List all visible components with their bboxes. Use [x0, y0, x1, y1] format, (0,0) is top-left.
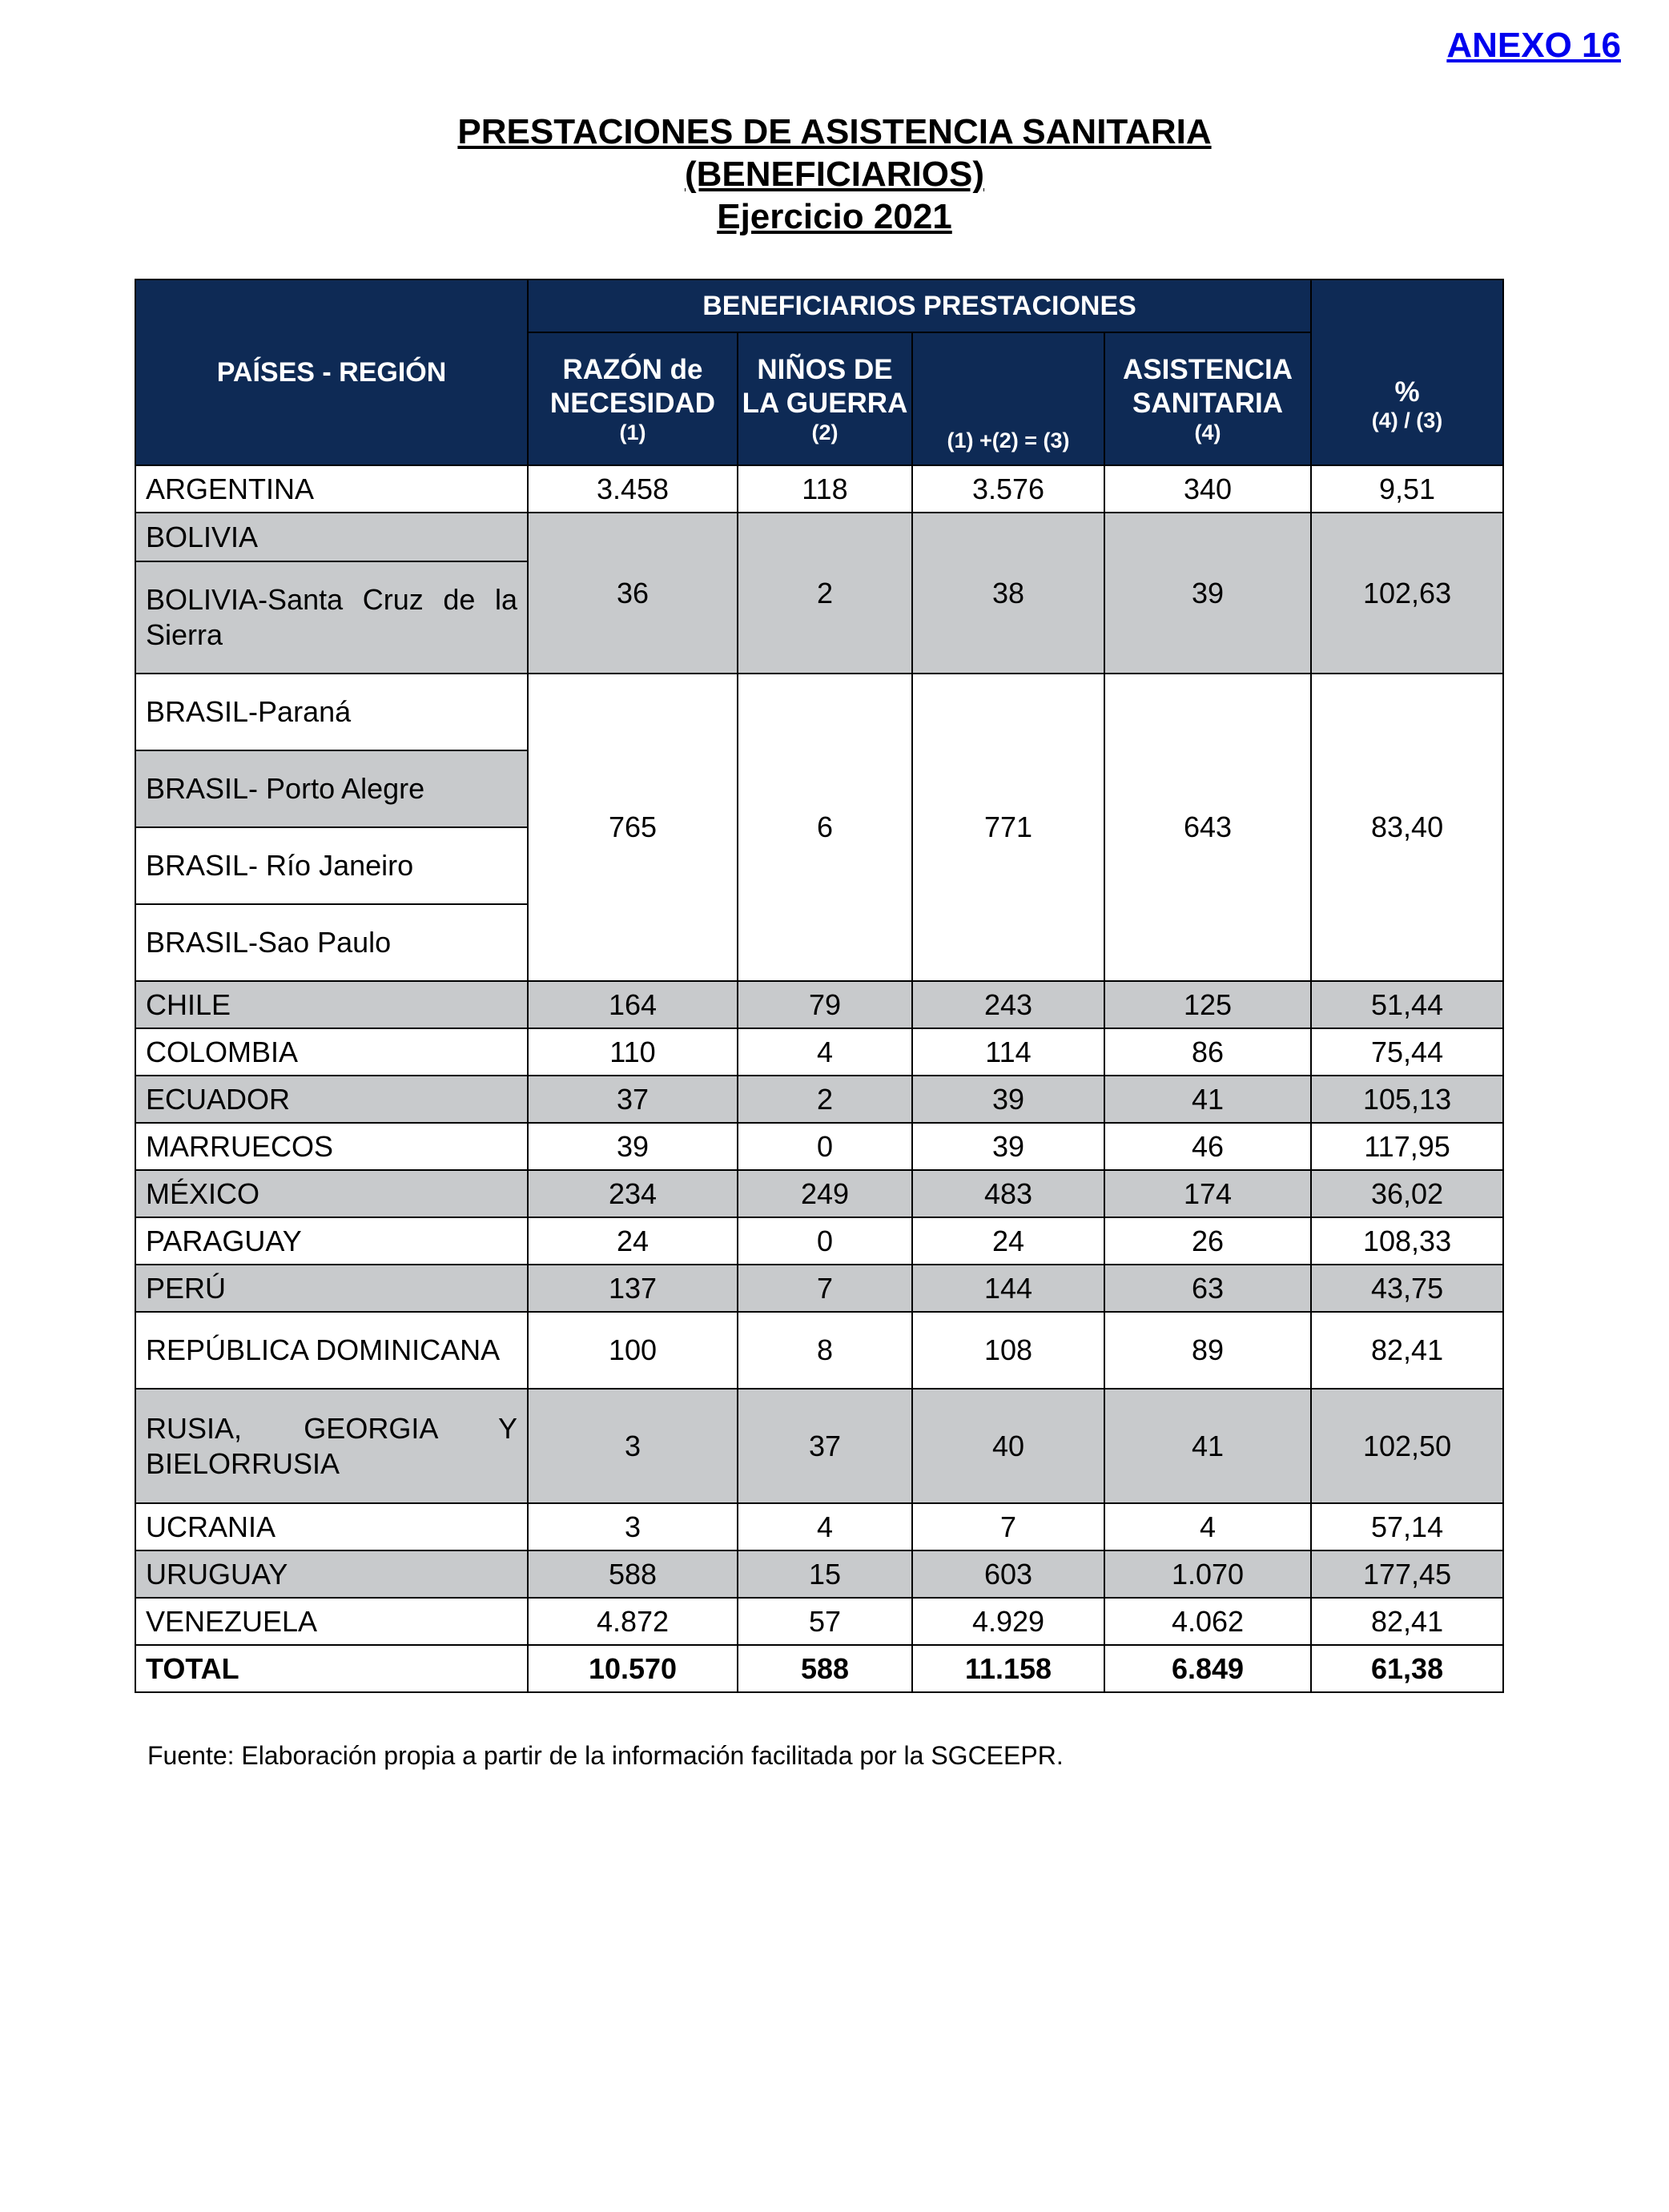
- header-ninos-note: (2): [811, 420, 839, 444]
- row-name: REPÚBLICA DOMINICANA: [135, 1312, 528, 1389]
- anexo-label: ANEXO 16: [1446, 26, 1621, 65]
- cell-ninos: 4: [738, 1028, 912, 1076]
- cell-asistencia: 174: [1104, 1170, 1311, 1217]
- row-name: BRASIL-Sao Paulo: [135, 904, 528, 981]
- source-note: Fuente: Elaboración propia a partir de la información facilitada por la SGCEEPR.: [147, 1741, 1064, 1770]
- cell-asistencia: 41: [1104, 1389, 1311, 1503]
- cell-suma: 603: [912, 1550, 1104, 1598]
- table-row: [135, 1503, 1503, 1550]
- cell-asistencia: 26: [1104, 1217, 1311, 1265]
- cell-ninos: 588: [738, 1645, 912, 1692]
- cell-asistencia: 125: [1104, 981, 1311, 1028]
- row-name: BRASIL- Río Janeiro: [135, 827, 528, 904]
- cell-razon: 36: [528, 513, 738, 674]
- cell-suma: 771: [912, 674, 1104, 981]
- page-subtitle: (BENEFICIARIOS): [685, 155, 984, 194]
- cell-ninos: 118: [738, 465, 912, 513]
- cell-asistencia: 643: [1104, 674, 1311, 981]
- header-ninos-label: NIÑOS DE LA GUERRA: [742, 354, 908, 419]
- table-row: [135, 1028, 1503, 1076]
- row-name: ARGENTINA: [135, 465, 528, 513]
- cell-razon: 4.872: [528, 1598, 738, 1645]
- cell-asistencia: 1.070: [1104, 1550, 1311, 1598]
- cell-razon: 110: [528, 1028, 738, 1076]
- total-row: [135, 1645, 1503, 1692]
- row-name: TOTAL: [135, 1645, 528, 1692]
- cell-razon: 234: [528, 1170, 738, 1217]
- cell-ninos: 8: [738, 1312, 912, 1389]
- row-name: COLOMBIA: [135, 1028, 528, 1076]
- page-title: PRESTACIONES DE ASISTENCIA SANITARIA: [457, 112, 1212, 151]
- cell-percent: 177,45: [1311, 1550, 1503, 1598]
- cell-suma: 24: [912, 1217, 1104, 1265]
- header-razon-note: (1): [619, 420, 646, 444]
- cell-ninos: 249: [738, 1170, 912, 1217]
- table-row: [135, 1217, 1503, 1265]
- header-beneficiarios-group: BENEFICIARIOS PRESTACIONES: [528, 280, 1311, 332]
- row-name: MÉXICO: [135, 1170, 528, 1217]
- table-row: [135, 513, 1503, 561]
- cell-ninos: 6: [738, 674, 912, 981]
- row-name: URUGUAY: [135, 1550, 528, 1598]
- header-percent-note: (4) / (3): [1371, 408, 1443, 432]
- cell-suma: 483: [912, 1170, 1104, 1217]
- row-name: RUSIA, GEORGIA Y BIELORRUSIA: [135, 1389, 528, 1503]
- cell-asistencia: 63: [1104, 1265, 1311, 1312]
- cell-razon: 765: [528, 674, 738, 981]
- header-asistencia-label: ASISTENCIA SANITARIA: [1123, 354, 1293, 419]
- cell-percent: 9,51: [1311, 465, 1503, 513]
- table-row: [135, 1170, 1503, 1217]
- table-row: [135, 1076, 1503, 1123]
- cell-asistencia: 4.062: [1104, 1598, 1311, 1645]
- header-asistencia: [1104, 332, 1311, 465]
- cell-suma: 144: [912, 1265, 1104, 1312]
- cell-percent: 102,63: [1311, 513, 1503, 674]
- cell-ninos: 0: [738, 1123, 912, 1170]
- cell-suma: 108: [912, 1312, 1104, 1389]
- row-name: MARRUECOS: [135, 1123, 528, 1170]
- cell-percent: 75,44: [1311, 1028, 1503, 1076]
- cell-percent: 36,02: [1311, 1170, 1503, 1217]
- header-percent-label: %: [1394, 376, 1420, 408]
- cell-ninos: 2: [738, 1076, 912, 1123]
- cell-suma: 243: [912, 981, 1104, 1028]
- table-row: [135, 981, 1503, 1028]
- cell-suma: 38: [912, 513, 1104, 674]
- table-row: [135, 1312, 1503, 1389]
- cell-asistencia: 86: [1104, 1028, 1311, 1076]
- cell-razon: 137: [528, 1265, 738, 1312]
- cell-percent: 108,33: [1311, 1217, 1503, 1265]
- cell-razon: 100: [528, 1312, 738, 1389]
- cell-percent: 83,40: [1311, 674, 1503, 981]
- row-name: PERÚ: [135, 1265, 528, 1312]
- row-name: ECUADOR: [135, 1076, 528, 1123]
- row-name: CHILE: [135, 981, 528, 1028]
- table-row: [135, 465, 1503, 513]
- cell-suma: 7: [912, 1503, 1104, 1550]
- header-ninos: [738, 332, 912, 465]
- cell-ninos: 15: [738, 1550, 912, 1598]
- cell-razon: 39: [528, 1123, 738, 1170]
- header-suma: (1) +(2) = (3): [912, 332, 1104, 465]
- header-razon: [528, 332, 738, 465]
- table-row: [135, 1123, 1503, 1170]
- cell-suma: 114: [912, 1028, 1104, 1076]
- header-asistencia-note: (4): [1194, 420, 1221, 444]
- cell-ninos: 2: [738, 513, 912, 674]
- cell-razon: 3.458: [528, 465, 738, 513]
- cell-suma: 3.576: [912, 465, 1104, 513]
- table-row: [135, 1389, 1503, 1503]
- cell-percent: 43,75: [1311, 1265, 1503, 1312]
- header-paises: PAÍSES - REGIÓN: [135, 280, 528, 465]
- header-razon-label: RAZÓN de NECESIDAD: [549, 354, 716, 419]
- row-name: BOLIVIA-Santa Cruz de la Sierra: [135, 561, 528, 674]
- cell-suma: 39: [912, 1076, 1104, 1123]
- cell-suma: 4.929: [912, 1598, 1104, 1645]
- cell-percent: 82,41: [1311, 1312, 1503, 1389]
- cell-percent: 57,14: [1311, 1503, 1503, 1550]
- cell-asistencia: 4: [1104, 1503, 1311, 1550]
- cell-ninos: 4: [738, 1503, 912, 1550]
- row-name: BRASIL- Porto Alegre: [135, 750, 528, 827]
- cell-asistencia: 41: [1104, 1076, 1311, 1123]
- title-block: [0, 111, 1669, 238]
- page-year: Ejercicio 2021: [717, 197, 952, 236]
- cell-asistencia: 6.849: [1104, 1645, 1311, 1692]
- row-name: UCRANIA: [135, 1503, 528, 1550]
- cell-percent: 61,38: [1311, 1645, 1503, 1692]
- cell-percent: 102,50: [1311, 1389, 1503, 1503]
- cell-suma: 40: [912, 1389, 1104, 1503]
- cell-razon: 164: [528, 981, 738, 1028]
- cell-percent: 117,95: [1311, 1123, 1503, 1170]
- cell-razon: 3: [528, 1503, 738, 1550]
- cell-razon: 588: [528, 1550, 738, 1598]
- table-row: [135, 1550, 1503, 1598]
- cell-ninos: 0: [738, 1217, 912, 1265]
- table-row: [135, 1265, 1503, 1312]
- cell-suma: 11.158: [912, 1645, 1104, 1692]
- row-name: PARAGUAY: [135, 1217, 528, 1265]
- cell-percent: 82,41: [1311, 1598, 1503, 1645]
- cell-asistencia: 39: [1104, 513, 1311, 674]
- row-name: VENEZUELA: [135, 1598, 528, 1645]
- cell-ninos: 79: [738, 981, 912, 1028]
- cell-asistencia: 89: [1104, 1312, 1311, 1389]
- beneficiarios-table: [135, 279, 1504, 1693]
- cell-ninos: 37: [738, 1389, 912, 1503]
- cell-razon: 37: [528, 1076, 738, 1123]
- row-name: BOLIVIA: [135, 513, 528, 561]
- cell-razon: 3: [528, 1389, 738, 1503]
- table-row: [135, 1598, 1503, 1645]
- cell-asistencia: 46: [1104, 1123, 1311, 1170]
- table-row: [135, 674, 1503, 750]
- cell-asistencia: 340: [1104, 465, 1311, 513]
- row-name: BRASIL-Paraná: [135, 674, 528, 750]
- cell-razon: 10.570: [528, 1645, 738, 1692]
- cell-ninos: 57: [738, 1598, 912, 1645]
- cell-suma: 39: [912, 1123, 1104, 1170]
- cell-percent: 105,13: [1311, 1076, 1503, 1123]
- cell-percent: 51,44: [1311, 981, 1503, 1028]
- cell-razon: 24: [528, 1217, 738, 1265]
- cell-ninos: 7: [738, 1265, 912, 1312]
- header-percent: [1311, 280, 1503, 465]
